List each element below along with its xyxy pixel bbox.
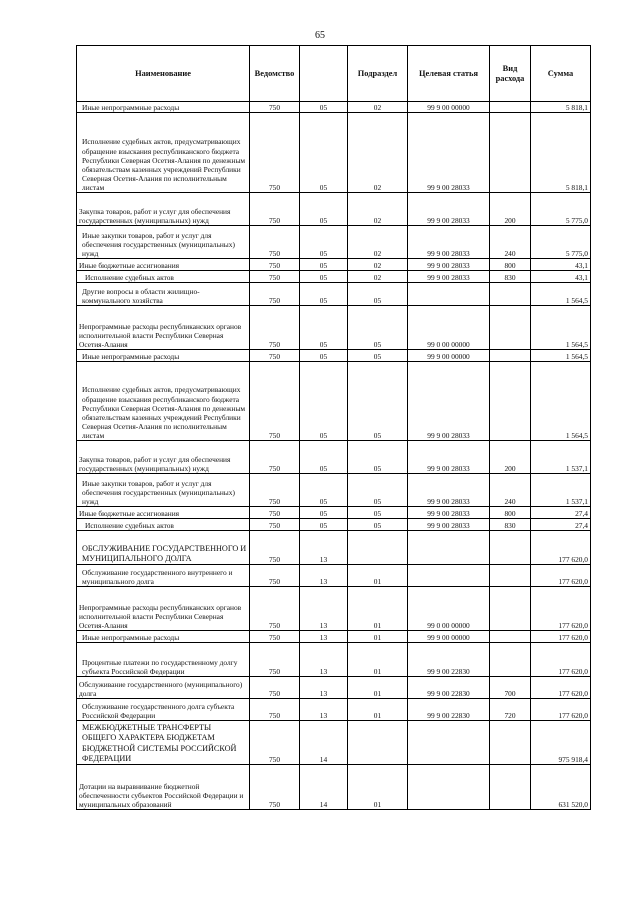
name-cell: Иные бюджетные ассигнования xyxy=(77,507,250,519)
name-cell: Иные непрограммные расходы xyxy=(77,631,250,643)
section-cell: 13 xyxy=(300,699,348,721)
subsection-cell: 05 xyxy=(348,283,408,306)
section-cell: 13 xyxy=(300,677,348,699)
section-cell: 14 xyxy=(300,765,348,810)
amount-cell: 1 564,5 xyxy=(531,283,591,306)
table-row xyxy=(77,362,591,441)
table-row xyxy=(77,587,591,631)
expense-type-cell: 830 xyxy=(490,519,531,531)
department-cell: 750 xyxy=(250,102,300,113)
section-cell: 13 xyxy=(300,643,348,677)
expense-type-cell: 830 xyxy=(490,271,531,283)
target-article-cell: 99 9 00 00000 xyxy=(408,631,490,643)
name-cell: Дотации на выравнивание бюджетной обеспеченности субъектов Российской Федерации и муниципальных образований xyxy=(77,765,250,810)
expense-type-cell xyxy=(490,587,531,631)
amount-cell: 177 620,0 xyxy=(531,699,591,721)
department-cell: 750 xyxy=(250,519,300,531)
target-article-cell: 99 9 00 28033 xyxy=(408,362,490,441)
expense-type-cell: 200 xyxy=(490,193,531,226)
section-cell: 14 xyxy=(300,721,348,765)
table-body xyxy=(77,102,591,810)
subsection-cell: 02 xyxy=(348,113,408,193)
department-cell: 750 xyxy=(250,441,300,474)
section-cell: 05 xyxy=(300,362,348,441)
table-row xyxy=(77,531,591,565)
name-cell: Исполнение судебных актов xyxy=(77,519,250,531)
table-row xyxy=(77,677,591,699)
target-article-cell: 99 9 00 28033 xyxy=(408,474,490,507)
expense-type-cell: 800 xyxy=(490,259,531,271)
header-department: Ведомство xyxy=(250,46,300,102)
table-row xyxy=(77,271,591,283)
amount-cell: 1 537,1 xyxy=(531,441,591,474)
department-cell: 750 xyxy=(250,699,300,721)
amount-cell: 1 537,1 xyxy=(531,474,591,507)
name-cell: Другие вопросы в области жилищно-коммунального хозяйства xyxy=(77,283,250,306)
amount-cell: 177 620,0 xyxy=(531,643,591,677)
department-cell: 750 xyxy=(250,474,300,507)
section-cell: 05 xyxy=(300,441,348,474)
subsection-cell: 01 xyxy=(348,565,408,587)
name-cell: Непрограммные расходы республиканских органов исполнительной власти Республики Северная Осетия-Алания xyxy=(77,587,250,631)
target-article-cell: 99 9 00 22830 xyxy=(408,677,490,699)
expense-type-cell xyxy=(490,306,531,350)
amount-cell: 27,4 xyxy=(531,519,591,531)
table-row xyxy=(77,113,591,193)
section-cell: 05 xyxy=(300,113,348,193)
amount-cell: 1 564,5 xyxy=(531,306,591,350)
expense-type-cell xyxy=(490,565,531,587)
department-cell: 750 xyxy=(250,677,300,699)
header-row xyxy=(77,46,591,102)
header-target-article: Целевая статья xyxy=(408,46,490,102)
section-cell: 05 xyxy=(300,259,348,271)
target-article-cell: 99 9 00 28033 xyxy=(408,259,490,271)
table-row xyxy=(77,283,591,306)
expense-type-cell: 720 xyxy=(490,699,531,721)
section-cell: 05 xyxy=(300,226,348,259)
table-row xyxy=(77,643,591,677)
subsection-cell: 05 xyxy=(348,350,408,362)
amount-cell: 5 818,1 xyxy=(531,102,591,113)
name-cell: Иные закупки товаров, работ и услуг для обеспечения государственных (муниципальных) нужд xyxy=(77,474,250,507)
table-row xyxy=(77,699,591,721)
amount-cell: 177 620,0 xyxy=(531,531,591,565)
department-cell: 750 xyxy=(250,259,300,271)
header-subsection: Подраздел xyxy=(348,46,408,102)
table-row xyxy=(77,519,591,531)
name-cell: Иные закупки товаров, работ и услуг для обеспечения государственных (муниципальных) нужд xyxy=(77,226,250,259)
target-article-cell: 99 9 00 00000 xyxy=(408,350,490,362)
target-article-cell: 99 9 00 22830 xyxy=(408,643,490,677)
subsection-cell: 01 xyxy=(348,643,408,677)
expense-type-cell xyxy=(490,283,531,306)
section-cell: 13 xyxy=(300,565,348,587)
subsection-cell xyxy=(348,721,408,765)
section-cell: 05 xyxy=(300,193,348,226)
department-cell: 750 xyxy=(250,113,300,193)
budget-table xyxy=(76,45,591,810)
target-article-cell: 99 0 00 00000 xyxy=(408,306,490,350)
table-row xyxy=(77,765,591,810)
target-article-cell xyxy=(408,565,490,587)
amount-cell: 177 620,0 xyxy=(531,565,591,587)
department-cell: 750 xyxy=(250,350,300,362)
department-cell: 750 xyxy=(250,283,300,306)
department-cell: 750 xyxy=(250,306,300,350)
subsection-cell: 05 xyxy=(348,306,408,350)
section-cell: 05 xyxy=(300,102,348,113)
name-cell: Обслуживание государственного долга субъекта Российской Федерации xyxy=(77,699,250,721)
name-cell: Обслуживание государственного (муниципального) долга xyxy=(77,677,250,699)
target-article-cell xyxy=(408,765,490,810)
target-article-cell: 99 9 00 28033 xyxy=(408,507,490,519)
target-article-cell: 99 9 00 28033 xyxy=(408,113,490,193)
expense-type-cell: 240 xyxy=(490,226,531,259)
name-cell: Закупка товаров, работ и услуг для обеспечения государственных (муниципальных) нужд xyxy=(77,193,250,226)
name-cell: Закупка товаров, работ и услуг для обеспечения государственных (муниципальных) нужд xyxy=(77,441,250,474)
section-cell: 05 xyxy=(300,271,348,283)
subsection-cell: 02 xyxy=(348,193,408,226)
name-cell: Исполнение судебных актов, предусматривающих обращение взыскания республиканского бюджета Республики Северная Осетия-Алания по денежным обязательствам казенных учреждений Республики Северная Осетия-Алания по исполнительным листам xyxy=(77,113,250,193)
department-cell: 750 xyxy=(250,362,300,441)
subsection-cell: 01 xyxy=(348,631,408,643)
target-article-cell: 99 9 00 28033 xyxy=(408,193,490,226)
subsection-cell: 01 xyxy=(348,587,408,631)
subsection-cell: 02 xyxy=(348,271,408,283)
expense-type-cell: 240 xyxy=(490,474,531,507)
amount-cell: 1 564,5 xyxy=(531,362,591,441)
subsection-cell: 02 xyxy=(348,226,408,259)
department-cell: 750 xyxy=(250,643,300,677)
amount-cell: 975 918,4 xyxy=(531,721,591,765)
name-cell: Иные непрограммные расходы xyxy=(77,102,250,113)
subsection-cell: 02 xyxy=(348,259,408,271)
header-amount: Сумма xyxy=(531,46,591,102)
name-cell: Непрограммные расходы республиканских органов исполнительной власти Республики Северная Осетия-Алания xyxy=(77,306,250,350)
amount-cell: 631 520,0 xyxy=(531,765,591,810)
name-cell: Обслуживание государственного внутреннего и муниципального долга xyxy=(77,565,250,587)
amount-cell: 177 620,0 xyxy=(531,677,591,699)
name-cell: МЕЖБЮДЖЕТНЫЕ ТРАНСФЕРТЫ ОБЩЕГО ХАРАКТЕРА БЮДЖЕТАМ БЮДЖЕТНОЙ СИСТЕМЫ РОССИЙСКОЙ ФЕДЕРАЦИИ xyxy=(77,721,250,765)
expense-type-cell xyxy=(490,350,531,362)
department-cell: 750 xyxy=(250,507,300,519)
table-row xyxy=(77,721,591,765)
expense-type-cell xyxy=(490,721,531,765)
department-cell: 750 xyxy=(250,765,300,810)
section-cell: 05 xyxy=(300,283,348,306)
section-cell: 05 xyxy=(300,350,348,362)
target-article-cell: 99 0 00 00000 xyxy=(408,587,490,631)
name-cell: Иные бюджетные ассигнования xyxy=(77,259,250,271)
table-row xyxy=(77,102,591,113)
amount-cell: 43,1 xyxy=(531,259,591,271)
subsection-cell: 01 xyxy=(348,699,408,721)
name-cell: Иные непрограммные расходы xyxy=(77,350,250,362)
target-article-cell: 99 9 00 00000 xyxy=(408,102,490,113)
target-article-cell: 99 9 00 28033 xyxy=(408,519,490,531)
name-cell: Процентные платежи по государственному долгу субъекта Российской Федерации xyxy=(77,643,250,677)
amount-cell: 5 775,0 xyxy=(531,193,591,226)
target-article-cell xyxy=(408,531,490,565)
subsection-cell: 01 xyxy=(348,765,408,810)
target-article-cell xyxy=(408,721,490,765)
expense-type-cell xyxy=(490,113,531,193)
department-cell: 750 xyxy=(250,721,300,765)
expense-type-cell: 800 xyxy=(490,507,531,519)
amount-cell: 1 564,5 xyxy=(531,350,591,362)
subsection-cell: 05 xyxy=(348,362,408,441)
name-cell: Исполнение судебных актов, предусматривающих обращение взыскания республиканского бюджета Республики Северная Осетия-Алания по денежным обязательствам казенных учреждений Республики Северная Осетия-Алания по исполнительным листам xyxy=(77,362,250,441)
amount-cell: 27,4 xyxy=(531,507,591,519)
subsection-cell: 05 xyxy=(348,474,408,507)
subsection-cell xyxy=(348,531,408,565)
amount-cell: 177 620,0 xyxy=(531,631,591,643)
expense-type-cell xyxy=(490,102,531,113)
amount-cell: 177 620,0 xyxy=(531,587,591,631)
table-row xyxy=(77,193,591,226)
section-cell: 13 xyxy=(300,631,348,643)
department-cell: 750 xyxy=(250,565,300,587)
table-row xyxy=(77,565,591,587)
expense-type-cell xyxy=(490,362,531,441)
table-row xyxy=(77,474,591,507)
table-row xyxy=(77,259,591,271)
subsection-cell: 05 xyxy=(348,519,408,531)
section-cell: 05 xyxy=(300,306,348,350)
department-cell: 750 xyxy=(250,193,300,226)
table-row xyxy=(77,441,591,474)
section-cell: 05 xyxy=(300,474,348,507)
name-cell: ОБСЛУЖИВАНИЕ ГОСУДАРСТВЕННОГО И МУНИЦИПАЛЬНОГО ДОЛГА xyxy=(77,531,250,565)
subsection-cell: 02 xyxy=(348,102,408,113)
target-article-cell: 99 9 00 28033 xyxy=(408,226,490,259)
expense-type-cell xyxy=(490,631,531,643)
target-article-cell: 99 9 00 28033 xyxy=(408,441,490,474)
department-cell: 750 xyxy=(250,226,300,259)
name-cell: Исполнение судебных актов xyxy=(77,271,250,283)
table-row xyxy=(77,631,591,643)
table-row xyxy=(77,226,591,259)
subsection-cell: 05 xyxy=(348,441,408,474)
subsection-cell: 05 xyxy=(348,507,408,519)
amount-cell: 5 818,1 xyxy=(531,113,591,193)
expense-type-cell xyxy=(490,643,531,677)
expense-type-cell: 200 xyxy=(490,441,531,474)
header-expense-type: Вид расхода xyxy=(490,46,531,102)
header-section xyxy=(300,46,348,102)
table-row xyxy=(77,350,591,362)
expense-type-cell xyxy=(490,765,531,810)
section-cell: 13 xyxy=(300,587,348,631)
department-cell: 750 xyxy=(250,587,300,631)
target-article-cell: 99 9 00 22830 xyxy=(408,699,490,721)
target-article-cell: 99 9 00 28033 xyxy=(408,271,490,283)
expense-type-cell: 700 xyxy=(490,677,531,699)
header-name: Наименование xyxy=(77,46,250,102)
subsection-cell: 01 xyxy=(348,677,408,699)
department-cell: 750 xyxy=(250,271,300,283)
department-cell: 750 xyxy=(250,531,300,565)
expense-type-cell xyxy=(490,531,531,565)
section-cell: 05 xyxy=(300,519,348,531)
target-article-cell xyxy=(408,283,490,306)
page-number: 65 xyxy=(315,30,325,41)
section-cell: 05 xyxy=(300,507,348,519)
section-cell: 13 xyxy=(300,531,348,565)
department-cell: 750 xyxy=(250,631,300,643)
amount-cell: 5 775,0 xyxy=(531,226,591,259)
table-row xyxy=(77,507,591,519)
table-row xyxy=(77,306,591,350)
amount-cell: 43,1 xyxy=(531,271,591,283)
